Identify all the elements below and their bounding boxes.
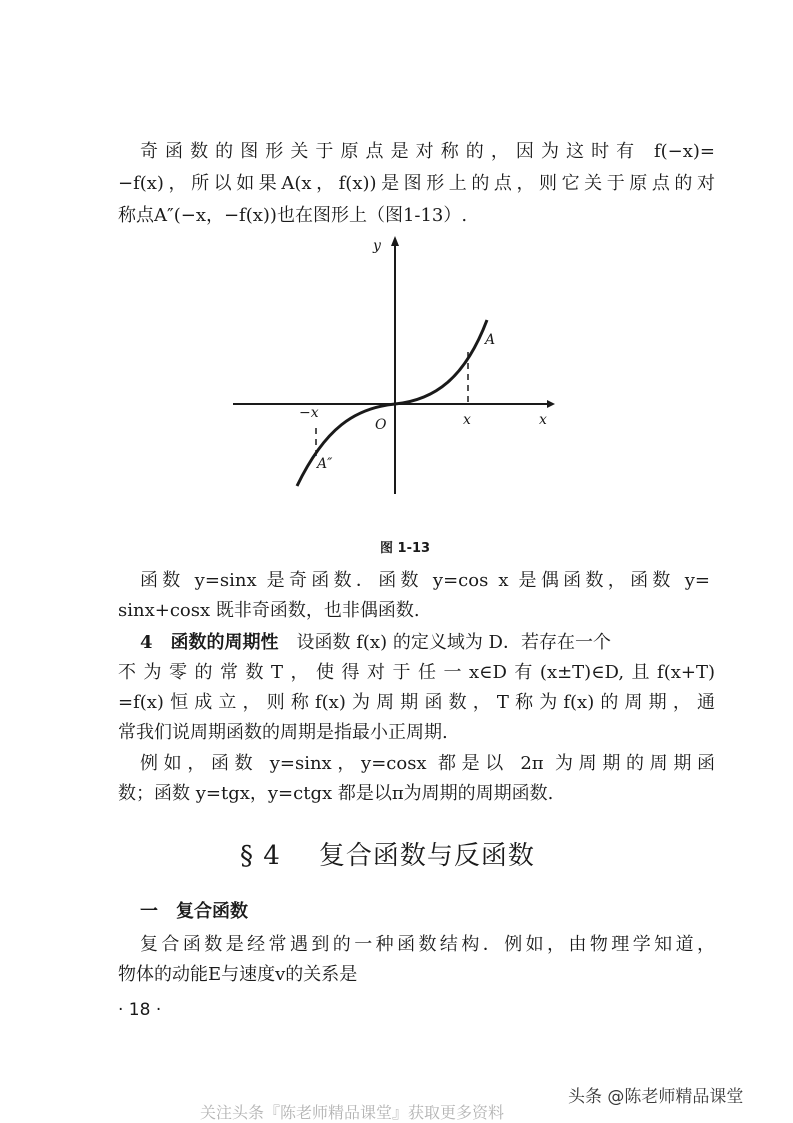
odd-function-graph [225,228,560,508]
x-axis-label: x [539,412,547,428]
subsection-heading: 一 复合函数 [140,901,248,922]
y-axis-label: y [373,238,381,254]
x-tick-label: x [463,412,471,428]
watermark: 头条 @陈老师精品课堂 [568,1087,744,1107]
point-a-sym-label: A″ [317,456,333,472]
section-number: § 4 [240,841,281,871]
neg-x-tick-label: −x [299,405,319,421]
paragraph-2-line-1: 函数 y=sinx 是奇函数．函数 y=cos x 是偶函数，函数 y= [140,570,710,591]
footer-note: 关注头条『陈老师精品课堂』获取更多资料 [200,1103,505,1122]
y-axis-arrow [391,236,399,246]
paragraph-4-line-1: 例如，函数 y=sinx，y=cosx 都是以 2π 为周期的周期函 [140,753,715,774]
paragraph-1-line-2: −f(x)，所以如果A(x，f(x))是图形上的点，则它关于原点的对 [118,173,715,194]
section-title: 复合函数与反函数 [318,841,535,871]
paragraph-2-line-2: sinx+cosx 既非奇函数，也非偶函数. [118,600,420,621]
paragraph-3-line-4: 常我们说周期函数的周期是指最小正周期. [118,722,448,743]
paragraph-3-line-3: =f(x)恒成立，则称f(x)为周期函数，T称为f(x)的周期，通 [118,692,715,713]
section-heading [240,835,535,872]
paragraph-5-line-1: 复合函数是经常遇到的一种函数结构．例如，由物理学知道， [140,934,715,955]
paragraph-3-line-1-rest: 设函数 f(x) 的定义域为 D．若存在一个 [278,632,611,653]
paragraph-3-line-1 [140,631,611,655]
point-a-label: A [485,332,496,348]
paragraph-5-line-2: 物体的动能E与速度v的关系是 [118,964,358,985]
page-number: · 18 · [118,1000,162,1020]
paragraph-1-line-3: 称点A″(−x，−f(x))也在图形上（图1-13）. [118,205,468,226]
paragraph-3-line-2: 不为零的常数T，使得对于任一x∈D有(x±T)∈D,且f(x+T) [118,662,715,683]
paragraph-1-line-1: 奇函数的图形关于原点是对称的，因为这时有 f(−x)= [140,141,715,162]
origin-label: O [375,417,387,433]
x-axis-arrow [547,400,555,408]
periodicity-heading: 4 函数的周期性 [140,632,279,653]
figure-caption: 图 1-13 [380,541,431,556]
paragraph-4-line-2: 数；函数 y=tgx，y=ctgx 都是以π为周期的周期函数. [118,783,554,804]
